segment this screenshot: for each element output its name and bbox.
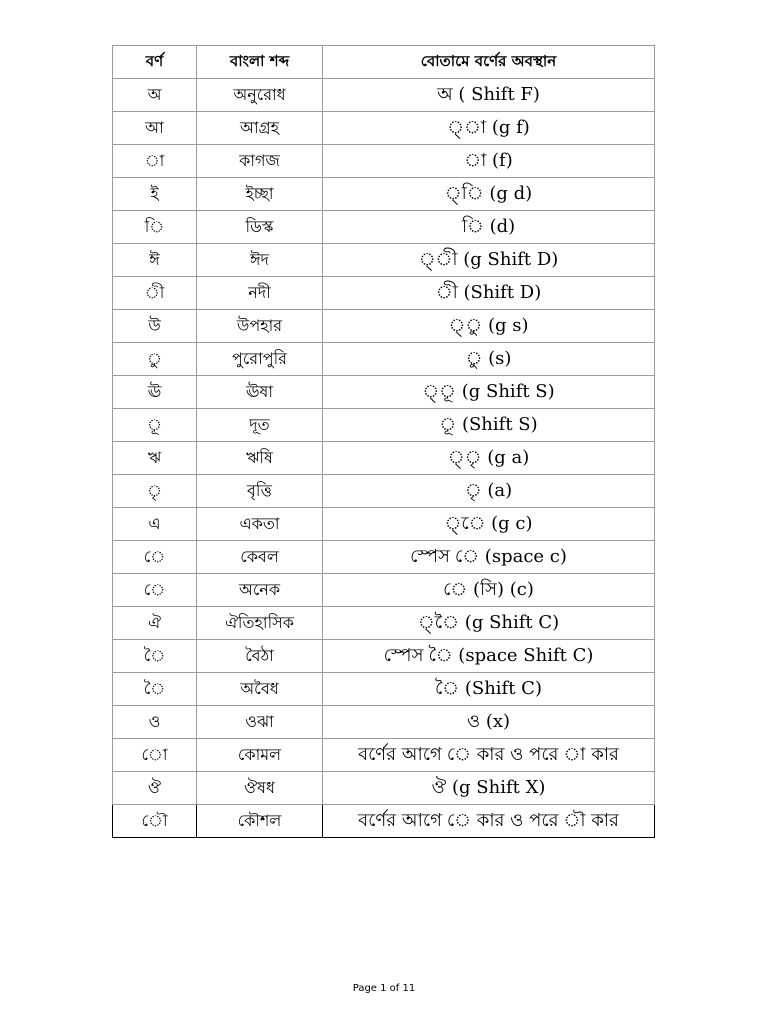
header-letter: বর্ণ — [113, 46, 197, 79]
cell-letter: ঐ — [113, 607, 197, 640]
cell-key-position: ্ৃ (g a) — [323, 442, 655, 475]
cell-key-position: ূ (Shift S) — [323, 409, 655, 442]
cell-key-position: ি (d) — [323, 211, 655, 244]
table-row — [113, 376, 655, 409]
table-row — [113, 673, 655, 706]
cell-bangla-word: ঋষি — [197, 442, 323, 475]
cell-key-position: ্া (g f) — [323, 112, 655, 145]
table-row — [113, 277, 655, 310]
cell-key-position: ্ি (g d) — [323, 178, 655, 211]
cell-letter: ঊ — [113, 376, 197, 409]
cell-key-position: বর্ণের আগে ে কার ও পরে ৗ কার — [323, 805, 655, 838]
page-number: Page 1 of 11 — [352, 983, 416, 994]
cell-key-position: া (f) — [323, 145, 655, 178]
cell-bangla-word: কেবল — [197, 541, 323, 574]
cell-bangla-word: নদী — [197, 277, 323, 310]
cell-bangla-word: ঐতিহাসিক — [197, 607, 323, 640]
cell-letter: ো — [113, 739, 197, 772]
cell-bangla-word: ঔষধ — [197, 772, 323, 805]
cell-bangla-word: অবৈধ — [197, 673, 323, 706]
table-row — [113, 79, 655, 112]
cell-key-position: বর্ণের আগে ে কার ও পরে া কার — [323, 739, 655, 772]
cell-letter: ঈ — [113, 244, 197, 277]
cell-bangla-word: দূত — [197, 409, 323, 442]
cell-bangla-word: একতা — [197, 508, 323, 541]
table-row — [113, 772, 655, 805]
cell-key-position: স্পেস ৈ (space Shift C) — [323, 640, 655, 673]
cell-key-position: ী (Shift D) — [323, 277, 655, 310]
keyboard-layout-table — [112, 45, 655, 838]
cell-bangla-word: কৌশল — [197, 805, 323, 838]
cell-bangla-word: অনেক — [197, 574, 323, 607]
cell-letter: া — [113, 145, 197, 178]
cell-letter: ৈ — [113, 673, 197, 706]
cell-key-position: ঔ (g Shift X) — [323, 772, 655, 805]
cell-letter: ও — [113, 706, 197, 739]
cell-bangla-word: উপহার — [197, 310, 323, 343]
cell-letter: ঔ — [113, 772, 197, 805]
cell-key-position: ৃ (a) — [323, 475, 655, 508]
cell-bangla-word: বৃত্তি — [197, 475, 323, 508]
cell-key-position: ্ূ (g Shift S) — [323, 376, 655, 409]
cell-letter: ু — [113, 343, 197, 376]
table-body — [113, 79, 655, 838]
cell-key-position: স্পেস ে (space c) — [323, 541, 655, 574]
cell-bangla-word: ঈদ — [197, 244, 323, 277]
cell-bangla-word: ঊষা — [197, 376, 323, 409]
cell-bangla-word: আগ্রহ — [197, 112, 323, 145]
table-row — [113, 244, 655, 277]
cell-key-position: ্ৈ (g Shift C) — [323, 607, 655, 640]
cell-bangla-word: কাগজ — [197, 145, 323, 178]
cell-bangla-word: ডিস্ক — [197, 211, 323, 244]
cell-key-position: ু (s) — [323, 343, 655, 376]
table-row — [113, 640, 655, 673]
cell-letter: ই — [113, 178, 197, 211]
cell-key-position: ্ু (g s) — [323, 310, 655, 343]
cell-bangla-word: ওঝা — [197, 706, 323, 739]
table-row — [113, 475, 655, 508]
cell-bangla-word: পুরোপুরি — [197, 343, 323, 376]
cell-bangla-word: বৈঠা — [197, 640, 323, 673]
table-row — [113, 310, 655, 343]
cell-key-position: অ ( Shift F) — [323, 79, 655, 112]
table-row — [113, 343, 655, 376]
cell-letter: ৈ — [113, 640, 197, 673]
table-row — [113, 574, 655, 607]
table-row — [113, 112, 655, 145]
cell-key-position: ৈ (Shift C) — [323, 673, 655, 706]
table-row — [113, 178, 655, 211]
table-row — [113, 211, 655, 244]
cell-bangla-word: কোমল — [197, 739, 323, 772]
cell-letter: ী — [113, 277, 197, 310]
table-row — [113, 739, 655, 772]
cell-key-position: ও (x) — [323, 706, 655, 739]
cell-letter: ে — [113, 574, 197, 607]
cell-bangla-word: ইচ্ছা — [197, 178, 323, 211]
table-header-row — [113, 46, 655, 79]
table-row — [113, 508, 655, 541]
cell-letter: ে — [113, 541, 197, 574]
table-row — [113, 607, 655, 640]
table-row — [113, 805, 655, 838]
header-bangla-word: বাংলা শব্দ — [197, 46, 323, 79]
table-row — [113, 145, 655, 178]
table-row — [113, 409, 655, 442]
cell-bangla-word: অনুরোধ — [197, 79, 323, 112]
cell-letter: ঋ — [113, 442, 197, 475]
cell-letter: আ — [113, 112, 197, 145]
cell-letter: ি — [113, 211, 197, 244]
cell-letter: উ — [113, 310, 197, 343]
cell-key-position: ে (সি) (c) — [323, 574, 655, 607]
cell-key-position: ্ী (g Shift D) — [323, 244, 655, 277]
header-key-position: বোতামে বর্ণের অবস্থান — [323, 46, 655, 79]
cell-letter: ূ — [113, 409, 197, 442]
cell-letter: ৌ — [113, 805, 197, 838]
cell-letter: ৃ — [113, 475, 197, 508]
cell-letter: অ — [113, 79, 197, 112]
cell-letter: এ — [113, 508, 197, 541]
cell-key-position: ্ে (g c) — [323, 508, 655, 541]
table-row — [113, 706, 655, 739]
table-row — [113, 442, 655, 475]
table-row — [113, 541, 655, 574]
